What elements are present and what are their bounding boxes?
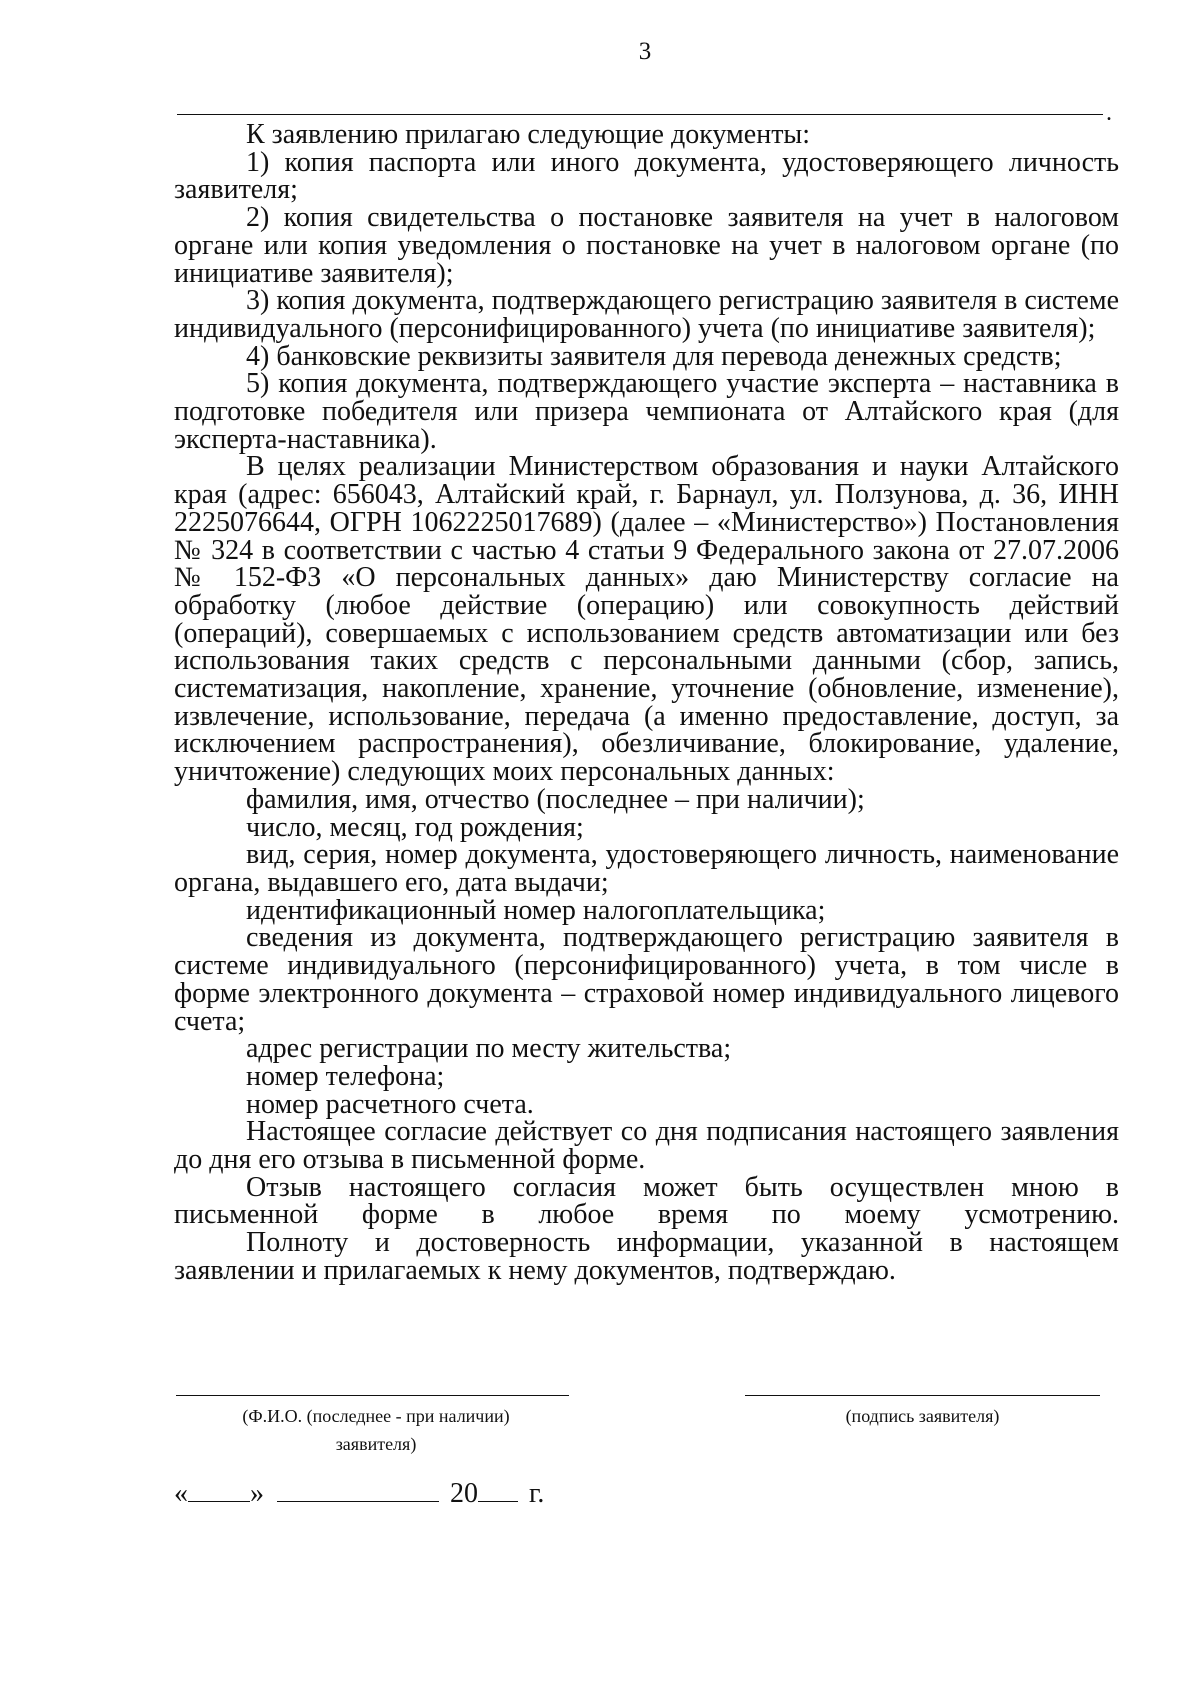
year-prefix: 20: [450, 1478, 478, 1509]
personal-data-item-address: адрес регистрации по месту жительства;: [246, 1033, 732, 1065]
name-label: [176, 1402, 576, 1458]
signature-label: (подпись заявителя): [845, 1406, 1000, 1426]
name-label-line-1: (Ф.И.О. (последнее - при наличии): [242, 1406, 510, 1426]
name-label-line-2: заявителя): [335, 1434, 417, 1454]
attachment-item-1: 1) копия паспорта или иного документа, удостоверяющего личность заявителя;: [174, 146, 1119, 206]
consent-withdrawal-paragraph: Отзыв настоящего согласия может быть осуществлен мною в письменной форме в любое время по моему усмотрению.: [174, 1171, 1119, 1231]
attachment-item-3: 3) копия документа, подтверждающего регистрацию заявителя в системе индивидуального (персонифицированного) учета (по инициативе заявителя);: [174, 285, 1119, 344]
day-blank: [188, 1479, 250, 1502]
attachment-item-2: 2) копия свидетельства о постановке заявителя на учет в налоговом органе или копия уведомления о постановке на учет в налоговом органе (по инициативе заявителя);: [174, 202, 1119, 289]
date-field: [174, 1478, 544, 1510]
year-blank: [478, 1479, 518, 1502]
personal-data-item-birthdate: число, месяц, год рождения;: [246, 811, 584, 843]
personal-data-item-snils: сведения из документа, подтверждающего регистрацию заявителя в системе индивидуального (персонифицированного) учета, в том числе в форме электронного документа – страховой номер индивидуального лицевого счета;: [174, 922, 1119, 1037]
name-signature-line: [176, 1395, 569, 1396]
attachment-item-4: 4) банковские реквизиты заявителя для перевода денежных средств;: [246, 340, 1062, 372]
date-open-quote: «: [174, 1478, 188, 1509]
signature-line: [745, 1395, 1100, 1396]
attachment-item-5: 5) копия документа, подтверждающего участие эксперта – наставника в подготовке победителя или призера чемпионата от Алтайского края (для эксперта-наставника).: [174, 368, 1119, 455]
personal-data-item-phone: номер телефона;: [246, 1060, 445, 1092]
attachments-intro: К заявлению прилагаю следующие документы:: [246, 119, 811, 150]
date-close-quote: »: [250, 1478, 264, 1509]
personal-data-item-account: номер расчетного счета.: [246, 1088, 534, 1120]
year-suffix: г.: [529, 1478, 545, 1509]
personal-data-item-inn: идентификационный номер налогоплательщика;: [246, 894, 826, 926]
month-blank: [277, 1479, 439, 1502]
consent-paragraph: В целях реализации Министерством образования и науки Алтайского края (адрес: 656043, Алтайский край, г. Барнаул, ул. Ползунова, д. 36, ИНН 2225076644, ОГРН 1062225017689) (далее – «Министерство») Постановления № 324 в соответствии с частью 4 статьи 9 Федерального закона от 27.07.2006 № 152-ФЗ «О персональных данных» даю Министерству согласие на обработку (любое действие (операцию) или совокупность действий (операций), совершаемых с использованием средств автоматизации или без использования таких средств с персональными данными (сбор, запись, систематизация, накопление, хранение, уточнение (обновление, изменение), извлечение, использование, передача (а именно предоставление, доступ, за исключением распространения), обезличивание, блокирование, удаление, уничтожение) следующих моих персональных данных:: [174, 451, 1119, 788]
confirmation-paragraph: Полноту и достоверность информации, указанной в настоящем заявлении и прилагаемых к нему документов, подтверждаю.: [174, 1227, 1119, 1286]
personal-data-item-id-document: вид, серия, номер документа, удостоверяющего личность, наименование органа, выдавшего его, дата выдачи;: [174, 839, 1119, 898]
page-number: 3: [638, 38, 652, 65]
personal-data-item-name: фамилия, имя, отчество (последнее – при наличии);: [246, 783, 865, 815]
top-fill-line: [177, 114, 1103, 115]
top-fill-line-period: .: [1106, 100, 1112, 126]
consent-validity-paragraph: Настоящее согласие действует со дня подписания настоящего заявления до дня его отзыва в письменной форме.: [174, 1116, 1119, 1176]
document-body: [174, 121, 1119, 1285]
